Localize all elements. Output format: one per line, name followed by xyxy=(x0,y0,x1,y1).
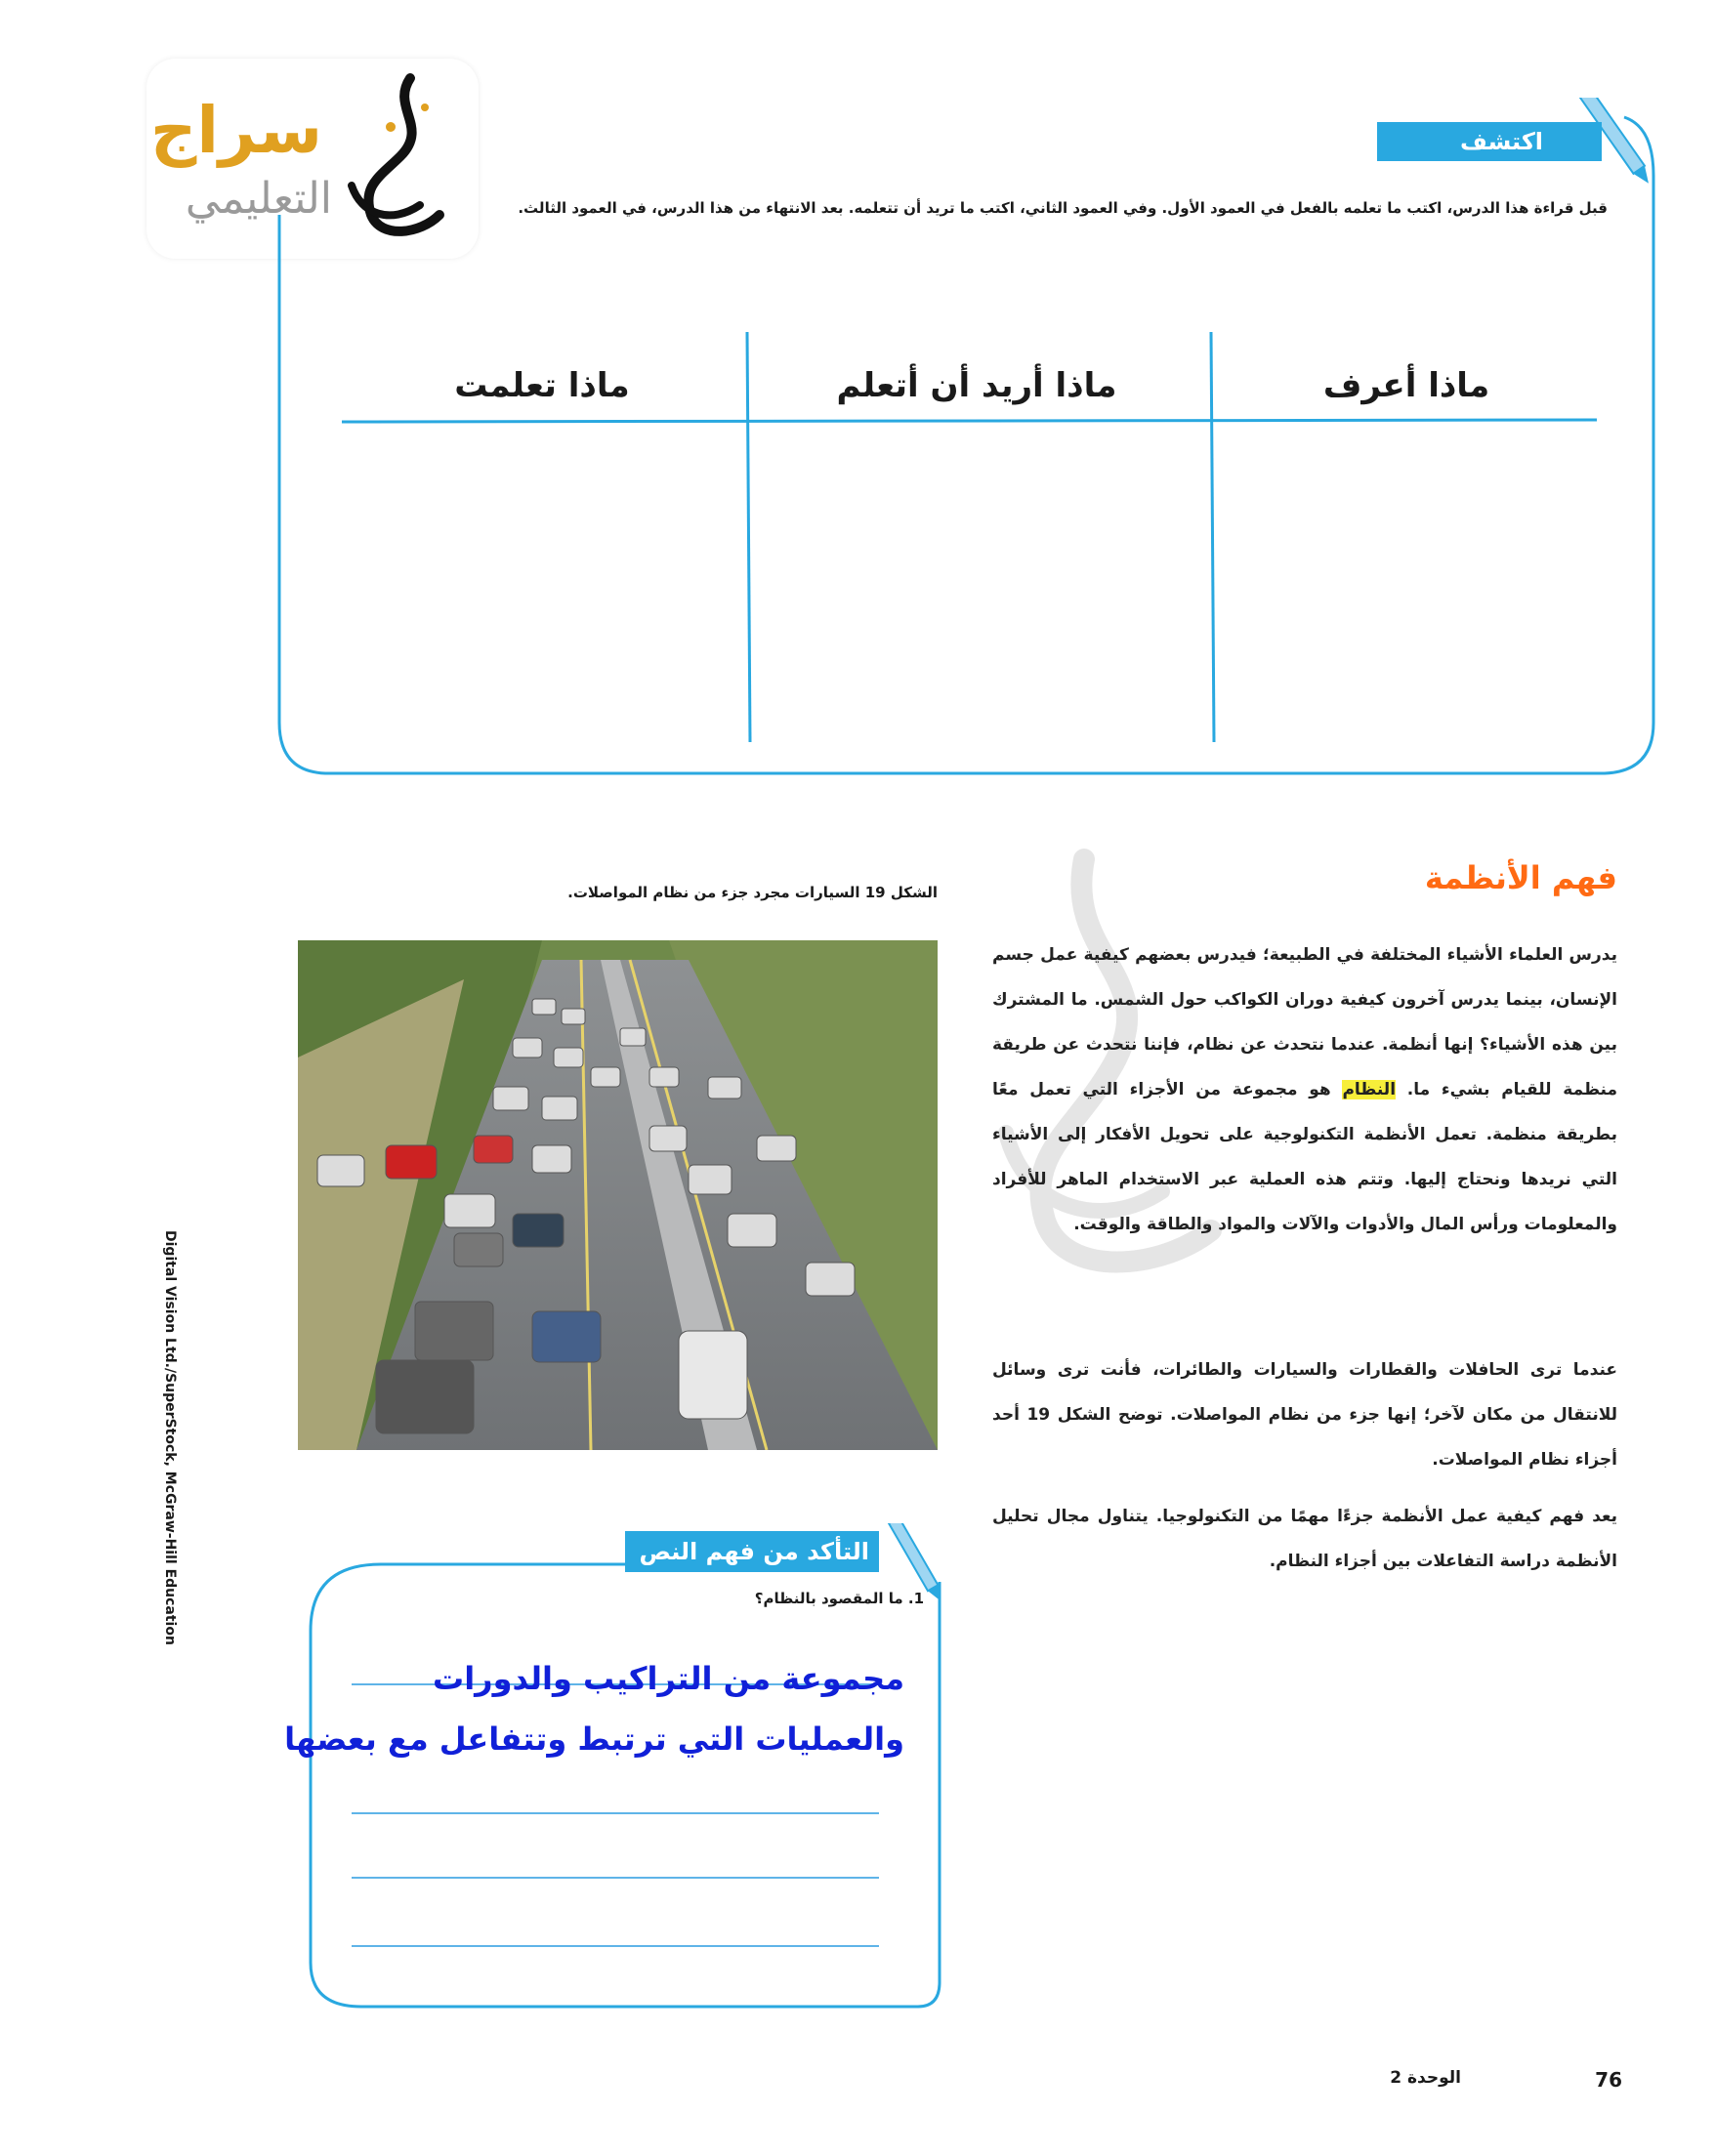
paragraph-text-before: يدرس العلماء الأشياء المختلفة في الطبيعة؛ فيدرس بعضهم كيفية عمل جسم الإنسان، بينما يدرس آخرون كيفية دوران الكواكب حول الشمس. ما المشترك بين هذه الأشياء؟ إنها أنظمة. عندما نتحدث عن نظام، فإننا نتحدث عن طريقة منظمة للقيام بشيء ما. xyxy=(992,945,1618,1099)
paragraph-systems-intro xyxy=(992,933,1617,1247)
kwl-column-want: ماذا أريد أن أتعلم xyxy=(836,366,1117,405)
figure-caption: الشكل 19 السيارات مجرد جزء من نظام المواصلات. xyxy=(567,884,938,901)
logo-word-educational: التعليمي xyxy=(185,174,332,224)
question-1: 1. ما المقصود بالنظام؟ xyxy=(754,1590,924,1607)
photo-credit xyxy=(156,1230,186,1836)
page-number: 76 xyxy=(1595,2068,1622,2092)
explore-tab: اكتشف xyxy=(1377,122,1602,161)
explore-instructions: قبل قراءة هذا الدرس، اكتب ما تعلمه بالفعل في العمود الأول. وفي العمود الثاني، اكتب ما تريد أن تتعلمه. بعد الانتهاء من هذا الدرس، في العمود الثالث. xyxy=(518,199,1608,217)
kwl-table-lines xyxy=(332,327,1602,747)
section-title: فهم الأنظمة xyxy=(1424,859,1617,896)
check-understanding-tab: التأكد من فهم النص xyxy=(625,1531,879,1572)
unit-label: الوحدة 2 xyxy=(1390,2068,1461,2088)
kwl-column-learned: ماذا تعلمت xyxy=(454,366,630,405)
answer-text-line-1: مجموعة من التراكيب والدورات xyxy=(433,1660,904,1697)
answer-text-line-2: والعمليات التي ترتبط وتتفاعل مع بعضها xyxy=(284,1721,904,1758)
kwl-column-know: ماذا أعرف xyxy=(1322,366,1490,405)
highlighted-term: النظام xyxy=(1342,1080,1397,1099)
traffic-photo xyxy=(298,940,938,1450)
logo-word-siraj: سراج xyxy=(149,93,322,168)
paragraph-text-after: هو مجموعة من الأجزاء التي تعمل معًا بطريقة منظمة. تعمل الأنظمة التكنولوجية على تحويل الأفكار إلى الأشياء التي نريدها ونحتاج إليها. وتتم هذه العملية عبر الاستخدام الماهر للأفراد والمعلومات ورأس المال والأدوات والآلات والمواد والطاقة والوقت. xyxy=(992,1080,1617,1234)
highway-traffic-image xyxy=(298,940,938,1450)
answer-line xyxy=(352,1945,879,1947)
paragraph-systems-analysis: يعد فهم كيفية عمل الأنظمة جزءًا مهمًا من التكنولوجيا. يتناول مجال تحليل الأنظمة دراسة التفاعلات بين أجزاء النظام. xyxy=(992,1507,1617,1571)
answer-line xyxy=(352,1877,879,1879)
photo-credit-text: Digital Vision Ltd./SuperStock, McGraw-Hill Education xyxy=(162,1230,178,1645)
answer-line xyxy=(352,1812,879,1814)
paragraph-transportation: عندما ترى الحافلات والقطارات والسيارات والطائرات، فأنت ترى وسائل للانتقال من مكان لآخر؛ إنها جزء من نظام المواصلات. توضح الشكل 19 أحد أجزاء نظام المواصلات. xyxy=(992,1360,1617,1470)
